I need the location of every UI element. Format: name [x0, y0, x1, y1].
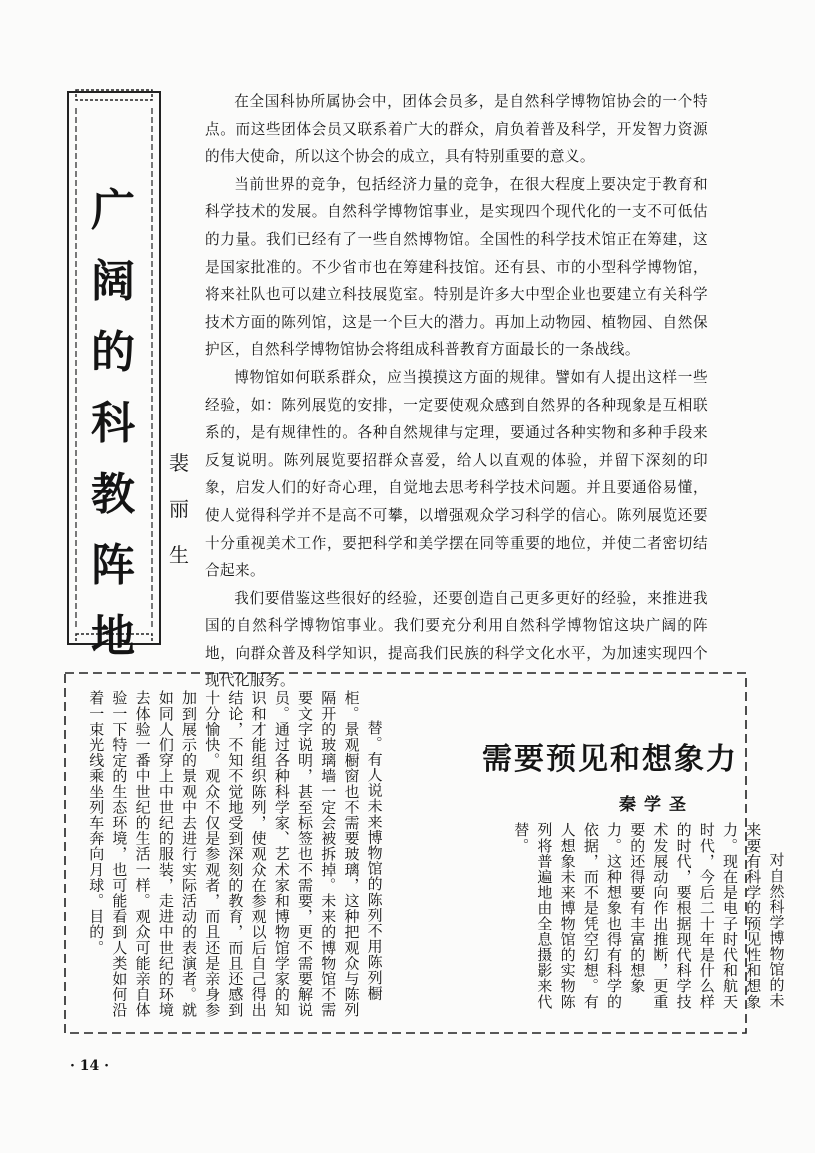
paragraph: 对自然科学博物馆的未来要有科学的预见性和想象力。现在是电子时代和航天时代，今后二十年是什么样的时代，要根据现代科学技术发展动向作出推断，更重要的还得要有丰富的想象力。这种想象也得有科学的依据，而不是凭空幻想。有人想象未来博物馆的实物陈列将普遍地由全息摄影来代替。	[512, 822, 786, 1010]
page-number: · 14 ·	[70, 1058, 109, 1074]
sidebar-article-box	[64, 672, 786, 1034]
title-char: 地	[91, 611, 135, 662]
article2-text-left	[84, 690, 386, 1022]
author-char: 丽	[169, 497, 189, 521]
title-char: 阵	[91, 540, 135, 591]
title-char: 广	[91, 185, 135, 236]
author-char: 生	[169, 543, 189, 567]
paragraph: 我们要借鉴这些很好的经验，还要创造自己更多更好的经验，来推进我国的自然科学博物馆事业。我们要充分利用自然科学博物馆这块广阔的阵地，向群众普及科学知识，提高我们民族的科学文化水平，为加速实现四个现代化服务。	[205, 589, 708, 690]
paragraph: 在全国科协所属协会中，团体会员多，是自然科学博物馆协会的一个特点。而这些团体会员又联系着广大的群众，肩负着普及科学，开发智力资源的伟大使命，所以这个协会的成立，具有特别重要的意义。	[205, 93, 708, 166]
article2-text-right	[509, 822, 787, 1022]
author-char: 裴	[169, 451, 189, 475]
paragraph: 当前世界的竞争，包括经济力量的竞争，在很大程度上要决定于教育和科学技术的发展。自然科学博物馆事业，是实现四个现代化的一支不可低估的力量。我们已经有了一些自然博物馆。全国性的科学技术馆正在筹建，这是国家批准的。不少省市也在筹建科技馆。还有县、市的小型科学博物馆，将来社队也可以建立科技展览室。特别是许多大中型企业也要建立有关科学技术方面的陈列馆，这是一个巨大的潜力。再加上动物园、植物园、自然保护区，自然科学博物馆协会将组成科普教育方面最长的一条战线。	[205, 175, 708, 359]
paragraph: 博物馆如何联系群众，应当摸摸这方面的规律。譬如有人提出这样一些经验，如：陈列展览的安排，一定要使观众感到自然界的各种现象是互相联系的，是有规律性的。各种自然规律与定理，要通过各种实物和多种手段来反复说明。陈列展览要招群众喜爱，给人以直观的体验，并留下深刻的印象，启发人们的好奇心理，自觉地去思考科学技术问题。并且要通俗易懂，使人觉得科学并不是高不可攀，以增强观众学习科学的信心。陈列展览还要十分重视美术工作，要把科学和美学摆在同等重要的地位，并使二者密切结合起来。	[205, 368, 708, 580]
article2-author: 秦学圣	[619, 795, 694, 815]
title-char: 阔	[91, 256, 135, 307]
title-char: 教	[91, 469, 135, 520]
article-title	[68, 175, 158, 672]
title-char: 科	[91, 398, 135, 449]
title-char: 的	[91, 327, 135, 378]
article2-title: 需要预见和想象力	[482, 742, 738, 777]
paragraph: 替。有人说未来博物馆的陈列不用陈列橱柜。景观橱窗也不需要玻璃，这种把观众与陈列隔开的玻璃墙一定会被拆掉。未来的博物馆不需要文字说明，甚至标签也不需要，更不需要解说员。通过各种科学家、艺术家和博物馆学家的知识和才能组织陈列，使观众在参观以后自己得出结论，不知不觉地受到深刻的教育，而且还感到十分愉快。观众不仅是参观者，而且还是亲身参加到展示的景观中去进行实际活动的表演者。就如同人们穿上中世纪的服装，走进中世纪的环境去体验一番中世纪的生活一样。观众可能亲自体验一下特定的生态环境，也可能看到人类如何沿着一束光线乘坐列车奔向月球。目的。	[87, 690, 384, 1018]
article-author	[162, 440, 196, 578]
article-body	[205, 88, 708, 695]
